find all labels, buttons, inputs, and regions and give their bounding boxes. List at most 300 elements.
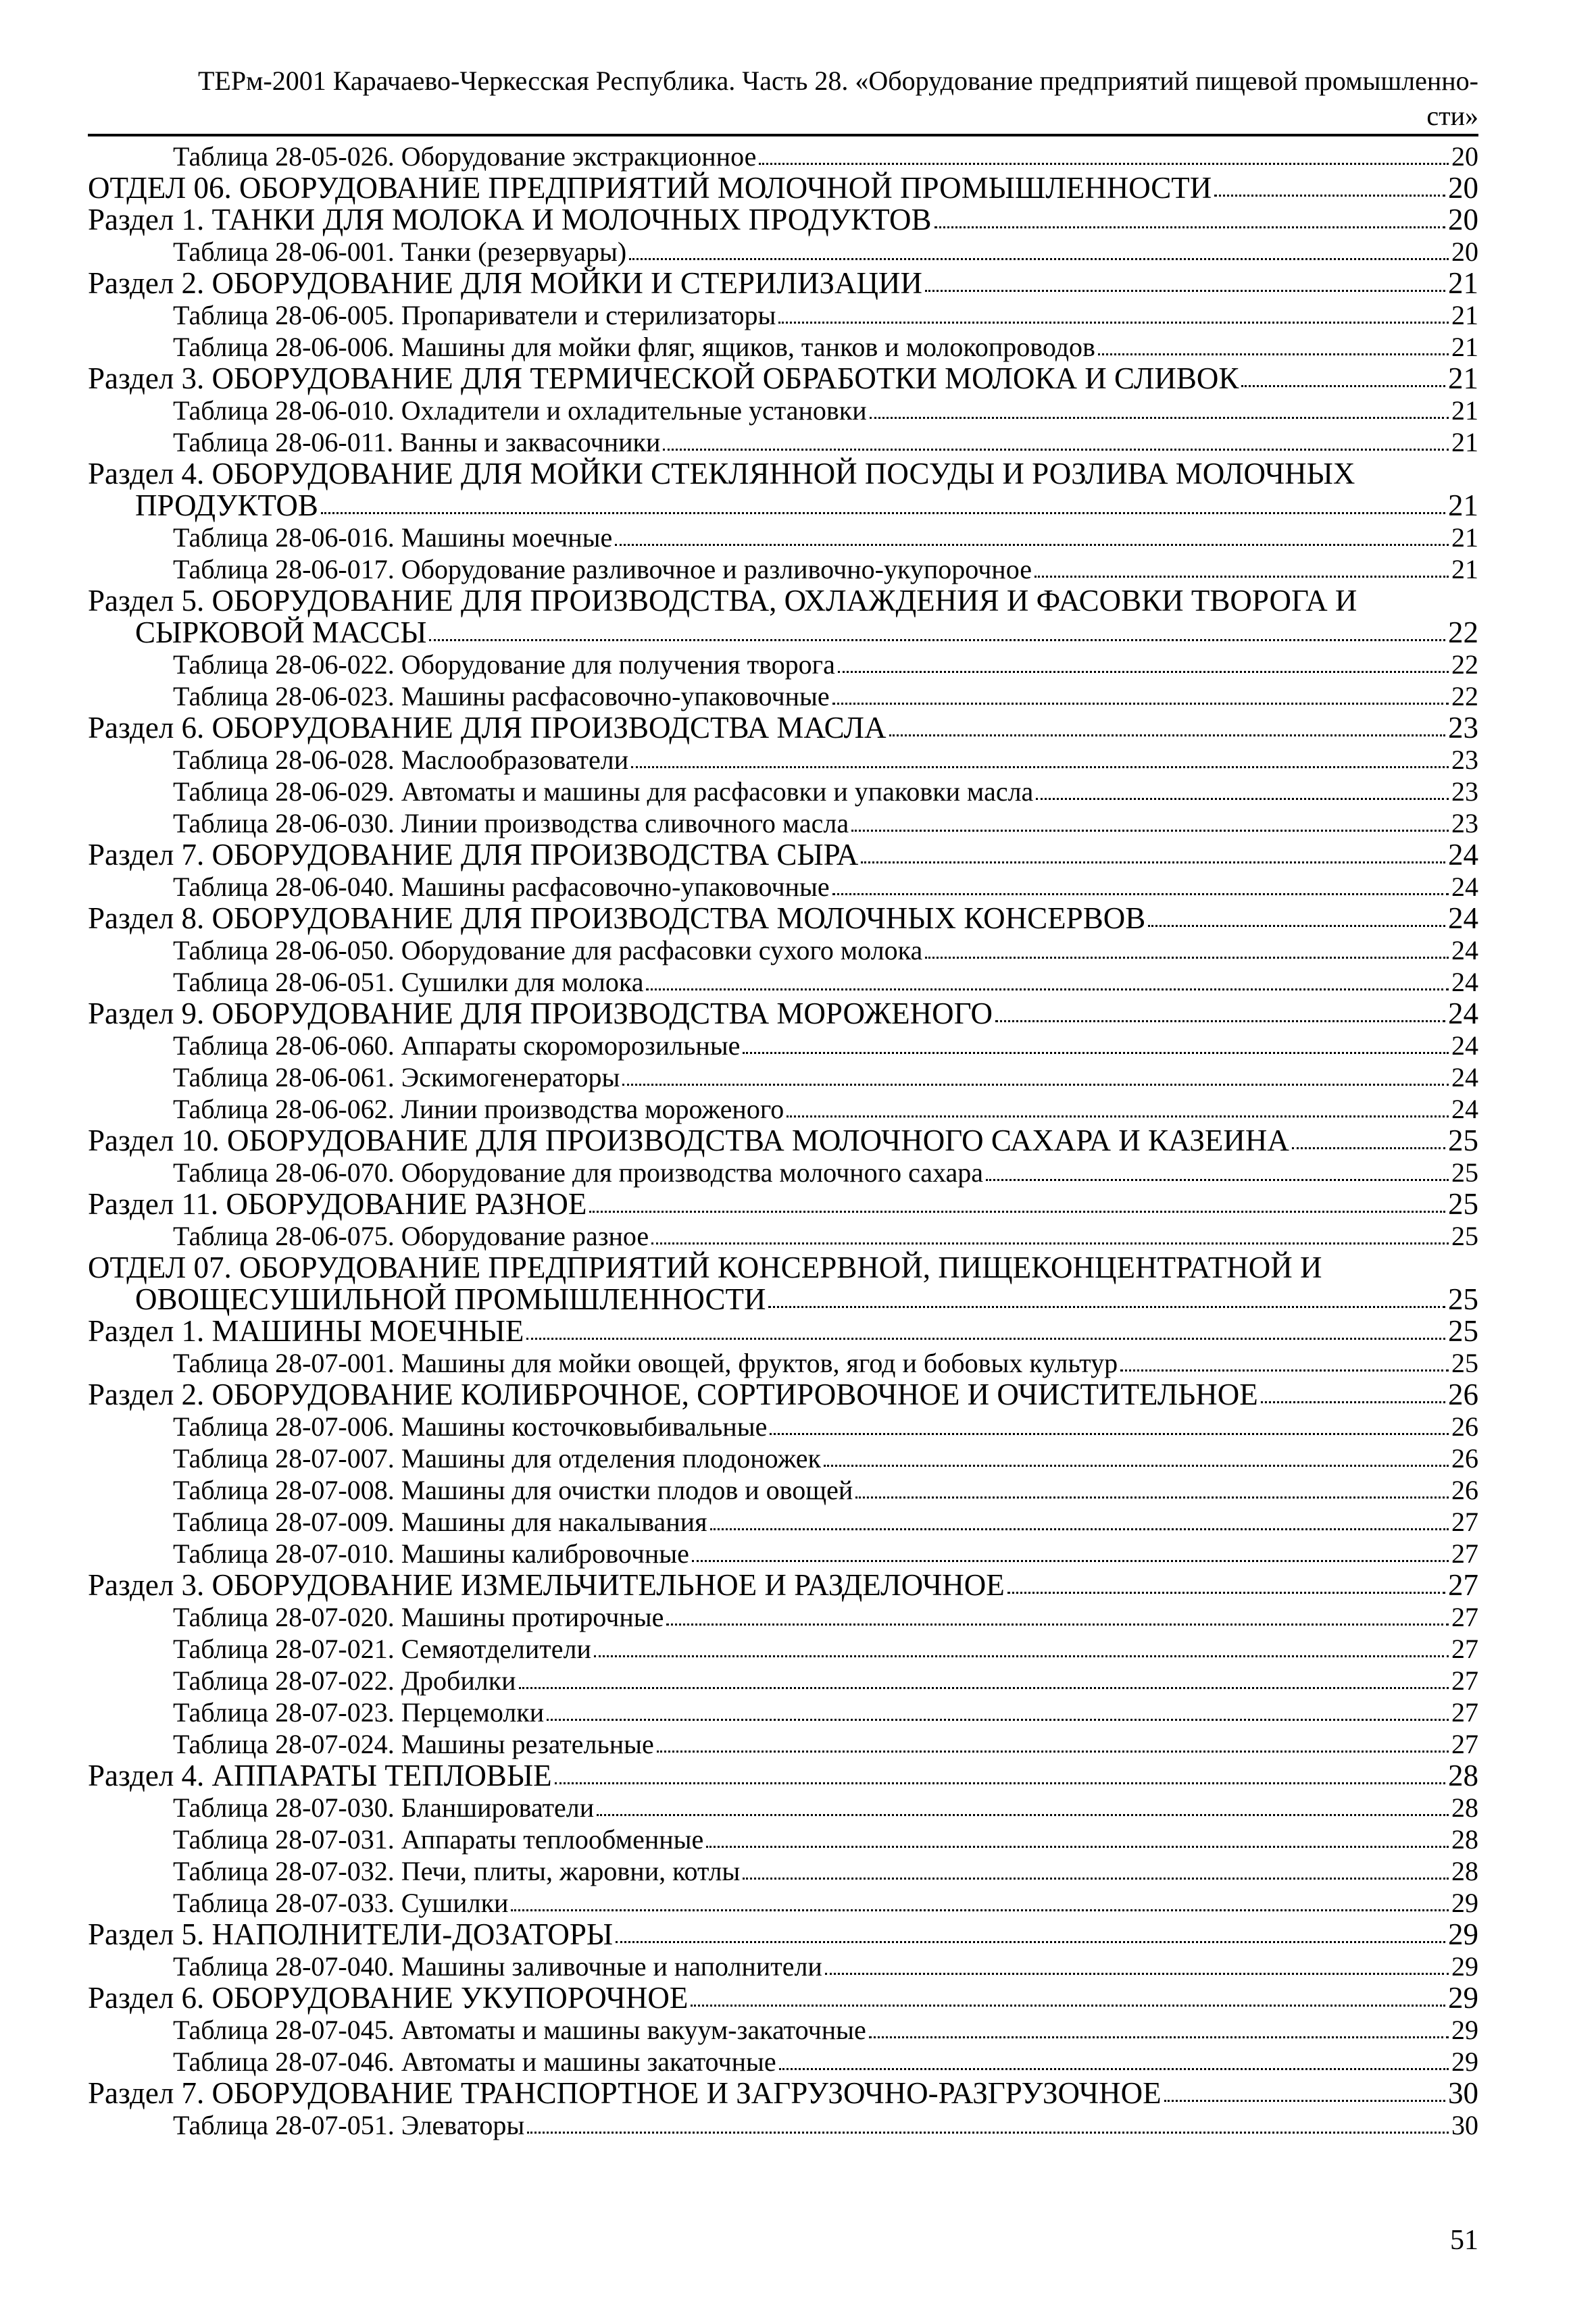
dot-leader <box>1036 798 1449 800</box>
toc-entry-page: 27 <box>1451 1538 1478 1569</box>
toc-entry-page: 21 <box>1451 332 1478 362</box>
toc-entry-page: 20 <box>1451 236 1478 267</box>
dot-leader <box>779 2068 1449 2070</box>
toc-table-entry <box>88 1061 1478 1093</box>
toc-table-entry <box>88 2014 1478 2046</box>
toc-entry-title: Таблица 28-07-009. Машины для накалывания <box>173 1507 707 1537</box>
toc-section-entry <box>88 1379 1478 1411</box>
running-header <box>88 64 1478 136</box>
toc-entry-row <box>88 172 1478 204</box>
toc-entry-row <box>173 2014 1478 2046</box>
toc-entry-page: 23 <box>1451 745 1478 775</box>
dot-leader <box>1241 385 1445 387</box>
dot-leader <box>832 703 1449 705</box>
dot-leader <box>925 957 1449 959</box>
toc-entry-row <box>173 1823 1478 1855</box>
toc-entry-title: Таблица 28-06-023. Машины расфасовочно-упаковочные <box>173 681 830 711</box>
toc-entry-page: 21 <box>1451 554 1478 584</box>
toc-entry-row <box>173 1601 1478 1633</box>
toc-entry-title: ОТДЕЛ 06. ОБОРУДОВАНИЕ ПРЕДПРИЯТИЙ МОЛОЧНОЙ ПРОМЫШЛЕННОСТИ <box>88 171 1212 205</box>
toc-entry-page: 22 <box>1448 615 1478 649</box>
toc-entry-title: Таблица 28-06-070. Оборудование для производства молочного сахара <box>173 1157 984 1188</box>
toc-entry-title: Таблица 28-07-031. Аппараты теплообменные <box>173 1824 704 1855</box>
toc-section-entry <box>88 172 1478 204</box>
toc-table-entry <box>88 331 1478 363</box>
toc-entry-page: 26 <box>1448 1378 1478 1411</box>
toc-entry-page: 24 <box>1451 1094 1478 1124</box>
toc-table-entry <box>88 1030 1478 1061</box>
toc-entry-page: 25 <box>1448 1124 1478 1157</box>
toc-entry-row <box>88 903 1478 934</box>
dot-leader <box>646 988 1449 990</box>
toc-entry-page: 25 <box>1448 1282 1478 1316</box>
dot-leader <box>770 1433 1449 1435</box>
dot-leader <box>1098 353 1449 355</box>
dot-leader <box>1007 1592 1445 1594</box>
toc-entry-title: Раздел 11. ОБОРУДОВАНИЕ РАЗНОЕ <box>88 1187 587 1221</box>
toc-table-entry <box>88 1442 1478 1474</box>
toc-table-entry <box>88 141 1478 172</box>
dot-leader <box>527 2132 1449 2134</box>
toc-section-entry <box>88 458 1478 522</box>
dot-leader <box>597 1814 1449 1816</box>
toc-entry-page: 28 <box>1448 1759 1478 1792</box>
toc-section-entry <box>88 363 1478 395</box>
toc-section-entry <box>88 998 1478 1030</box>
toc-entry-row <box>173 1030 1478 1061</box>
toc-entry-row <box>173 1665 1478 1696</box>
toc-entry-page: 21 <box>1448 488 1478 522</box>
toc-entry-page: 27 <box>1451 1697 1478 1728</box>
toc-entry-page: 27 <box>1451 1729 1478 1759</box>
toc-entry-title: Таблица 28-06-029. Автоматы и машины для расфасовки и упаковки масла <box>173 776 1034 807</box>
toc-table-entry <box>88 1633 1478 1665</box>
toc-entry-title: Таблица 28-06-060. Аппараты скороморозильные <box>173 1030 741 1061</box>
toc-table-entry <box>88 1411 1478 1442</box>
toc-entry-row <box>88 363 1478 395</box>
toc-entry-page: 26 <box>1451 1411 1478 1442</box>
toc-entry-row <box>173 1633 1478 1665</box>
toc-table-entry <box>88 1220 1478 1252</box>
toc-entry-row <box>173 776 1478 807</box>
dot-leader <box>666 1624 1449 1626</box>
toc-entry-row <box>88 1982 1478 2014</box>
toc-section-entry <box>88 2078 1478 2109</box>
toc-entry-row <box>173 1411 1478 1442</box>
toc-table-entry <box>88 1665 1478 1696</box>
table-of-contents <box>88 141 1478 2141</box>
toc-table-entry <box>88 966 1478 998</box>
toc-table-entry <box>88 1951 1478 1982</box>
toc-table-entry <box>88 522 1478 553</box>
toc-entry-row <box>88 998 1478 1030</box>
toc-entry-page: 25 <box>1451 1348 1478 1378</box>
dot-leader <box>692 1560 1449 1562</box>
toc-table-entry <box>88 1538 1478 1569</box>
toc-section-entry <box>88 268 1478 299</box>
dot-leader <box>832 893 1449 895</box>
toc-entry-page: 20 <box>1448 171 1478 205</box>
toc-table-entry <box>88 299 1478 331</box>
toc-entry-title: Таблица 28-06-050. Оборудование для расфасовки сухого молока <box>173 935 923 965</box>
toc-entry-row <box>88 1379 1478 1411</box>
dot-leader <box>855 1496 1449 1499</box>
dot-leader <box>710 1528 1449 1530</box>
toc-entry-title: Таблица 28-07-033. Сушилки <box>173 1888 509 1918</box>
toc-entry-page: 21 <box>1448 361 1478 395</box>
toc-entry-page: 29 <box>1451 2015 1478 2045</box>
page-number: 51 <box>1450 2225 1478 2256</box>
dot-leader <box>651 1242 1449 1244</box>
toc-entry-row <box>173 649 1478 680</box>
toc-entry-page: 21 <box>1451 522 1478 553</box>
toc-table-entry <box>88 553 1478 585</box>
toc-entry-title: Таблица 28-05-026. Оборудование экстракционное <box>173 141 757 172</box>
toc-entry-title: Раздел 10. ОБОРУДОВАНИЕ ДЛЯ ПРОИЗВОДСТВА МОЛОЧНОГО САХАРА И КАЗЕИНА <box>88 1124 1289 1157</box>
toc-table-entry <box>88 1792 1478 1823</box>
dot-leader <box>759 163 1449 165</box>
dot-leader <box>615 544 1449 546</box>
toc-entry-page: 25 <box>1448 1314 1478 1348</box>
toc-entry-row <box>88 712 1478 744</box>
toc-entry-page: 29 <box>1448 1917 1478 1951</box>
toc-entry-page: 25 <box>1451 1221 1478 1251</box>
toc-entry-row <box>88 1284 1478 1315</box>
dot-leader <box>547 1719 1449 1721</box>
toc-section-entry <box>88 585 1478 649</box>
toc-entry-title: Таблица 28-07-046. Автоматы и машины закаточные <box>173 2046 776 2077</box>
toc-entry-title: Таблица 28-07-032. Печи, плиты, жаровни, котлы <box>173 1856 741 1886</box>
dot-leader <box>657 1751 1449 1753</box>
toc-entry-page: 27 <box>1451 1507 1478 1537</box>
toc-entry-page: 21 <box>1451 300 1478 330</box>
toc-entry-title: Раздел 5. НАПОЛНИТЕЛИ-ДОЗАТОРЫ <box>88 1917 614 1951</box>
toc-section-entry <box>88 1919 1478 1951</box>
dot-leader <box>925 290 1445 292</box>
toc-table-entry <box>88 871 1478 903</box>
toc-entry-title: Таблица 28-07-030. Бланширователи <box>173 1792 595 1823</box>
dot-leader <box>824 1465 1449 1467</box>
dot-leader <box>861 861 1445 863</box>
toc-section-entry <box>88 1760 1478 1792</box>
toc-entry-title: Таблица 28-06-051. Сушилки для молока <box>173 967 644 997</box>
toc-entry-title: Раздел 2. ОБОРУДОВАНИЕ КОЛИБРОЧНОЕ, СОРТИРОВОЧНОЕ И ОЧИСТИТЕЛЬНОЕ <box>88 1378 1258 1411</box>
toc-entry-row <box>173 1792 1478 1823</box>
dot-leader <box>889 734 1445 736</box>
toc-table-entry <box>88 395 1478 426</box>
toc-entry-page: 24 <box>1448 838 1478 872</box>
toc-entry-row <box>88 617 1478 649</box>
dot-leader <box>778 322 1449 324</box>
toc-entry-row <box>88 1315 1478 1347</box>
toc-entry-row <box>88 1125 1478 1157</box>
toc-entry-title: ПРОДУКТОВ <box>135 488 318 522</box>
toc-table-entry <box>88 680 1478 712</box>
dot-leader <box>511 1909 1449 1911</box>
toc-entry-title: Раздел 6. ОБОРУДОВАНИЕ ДЛЯ ПРОИЗВОДСТВА МАСЛА <box>88 711 887 745</box>
dot-leader <box>429 639 1445 641</box>
toc-entry-row <box>88 839 1478 871</box>
toc-entry-page: 24 <box>1448 901 1478 935</box>
toc-entry-row <box>173 807 1478 839</box>
toc-entry-page: 26 <box>1451 1475 1478 1505</box>
header-line-2: сти» <box>1426 101 1478 131</box>
toc-table-entry <box>88 649 1478 680</box>
toc-entry-title: Таблица 28-06-075. Оборудование разное <box>173 1221 649 1251</box>
toc-entry-row <box>173 1474 1478 1506</box>
toc-table-entry <box>88 1728 1478 1760</box>
dot-leader <box>526 1338 1445 1340</box>
toc-entry-row <box>173 1157 1478 1188</box>
toc-entry-page: 21 <box>1448 266 1478 300</box>
toc-entry-title: Таблица 28-07-001. Машины для мойки овощей, фруктов, ягод и бобовых культур <box>173 1348 1118 1378</box>
dot-leader <box>934 226 1445 228</box>
toc-entry-row <box>173 871 1478 903</box>
toc-entry-title: Таблица 28-07-051. Элеваторы <box>173 2110 525 2140</box>
toc-entry-title: Раздел 1. МАШИНЫ МОЕЧНЫЕ <box>88 1314 524 1348</box>
toc-entry-page: 24 <box>1448 997 1478 1030</box>
dot-leader <box>1120 1369 1449 1372</box>
toc-entry-title: Таблица 28-06-040. Машины расфасовочно-упаковочные <box>173 872 830 902</box>
toc-entry-row <box>173 2046 1478 2078</box>
toc-table-entry <box>88 1855 1478 1887</box>
toc-entry-title: Таблица 28-06-011. Ванны и заквасочники <box>173 427 661 457</box>
toc-entry-page: 29 <box>1451 2046 1478 2077</box>
dot-leader <box>622 1084 1449 1086</box>
dot-leader <box>1164 2100 1445 2102</box>
toc-entry-row <box>173 1887 1478 1919</box>
toc-table-entry <box>88 1506 1478 1538</box>
toc-entry-title: Таблица 28-06-017. Оборудование разливочное и разливочно-укупорочное <box>173 554 1032 584</box>
toc-entry-title: Таблица 28-07-040. Машины заливочные и наполнители <box>173 1951 822 1982</box>
toc-table-entry <box>88 2046 1478 2078</box>
toc-table-entry <box>88 1474 1478 1506</box>
toc-entry-title: Таблица 28-07-022. Дробилки <box>173 1665 516 1696</box>
toc-entry-page: 26 <box>1451 1443 1478 1474</box>
toc-entry-row <box>173 744 1478 776</box>
toc-entry-page: 24 <box>1451 967 1478 997</box>
toc-entry-title: Раздел 3. ОБОРУДОВАНИЕ ИЗМЕЛЬЧИТЕЛЬНОЕ И РАЗДЕЛОЧНОЕ <box>88 1568 1005 1602</box>
dot-leader <box>616 1941 1445 1943</box>
toc-entry-title: Раздел 4. АППАРАТЫ ТЕПЛОВЫЕ <box>88 1759 552 1792</box>
toc-entry-row <box>173 426 1478 458</box>
toc-entry-title-line: ОТДЕЛ 07. ОБОРУДОВАНИЕ ПРЕДПРИЯТИЙ КОНСЕРВНОЙ, ПИЩЕКОНЦЕНТРАТНОЙ И <box>88 1251 1322 1284</box>
toc-entry-page: 23 <box>1448 711 1478 745</box>
toc-entry-page: 29 <box>1451 1951 1478 1982</box>
toc-table-entry <box>88 1696 1478 1728</box>
toc-entry-title: Раздел 7. ОБОРУДОВАНИЕ ДЛЯ ПРОИЗВОДСТВА СЫРА <box>88 838 859 872</box>
dot-leader <box>825 1973 1449 1975</box>
dot-leader <box>631 766 1449 768</box>
toc-entry-page: 24 <box>1451 1030 1478 1061</box>
toc-entry-title: Таблица 28-06-005. Пропариватели и стерилизаторы <box>173 300 776 330</box>
toc-table-entry <box>88 776 1478 807</box>
dot-leader <box>1214 195 1445 197</box>
dot-leader <box>321 512 1445 514</box>
dot-leader <box>1292 1147 1445 1149</box>
toc-entry-title: Раздел 3. ОБОРУДОВАНИЕ ДЛЯ ТЕРМИЧЕСКОЙ ОБРАБОТКИ МОЛОКА И СЛИВОК <box>88 361 1239 395</box>
toc-entry-row <box>173 1538 1478 1569</box>
toc-table-entry <box>88 744 1478 776</box>
toc-entry-title: СЫРКОВОЙ МАССЫ <box>135 615 427 649</box>
toc-entry-row <box>173 1347 1478 1379</box>
dot-leader <box>986 1179 1449 1181</box>
toc-entry-page: 23 <box>1451 808 1478 838</box>
toc-entry-title: Таблица 28-06-062. Линии производства мороженого <box>173 1094 784 1124</box>
toc-table-entry <box>88 1823 1478 1855</box>
dot-leader <box>995 1020 1445 1022</box>
toc-entry-page: 24 <box>1451 935 1478 965</box>
toc-entry-title: Таблица 28-07-010. Машины калибровочные <box>173 1538 689 1569</box>
toc-entry-title: Раздел 6. ОБОРУДОВАНИЕ УКУПОРОЧНОЕ <box>88 1981 689 2015</box>
toc-entry-page: 24 <box>1451 872 1478 902</box>
dot-leader <box>1034 576 1449 578</box>
toc-section-entry <box>88 839 1478 871</box>
toc-entry-row <box>88 1188 1478 1220</box>
dot-leader <box>589 1211 1445 1213</box>
toc-table-entry <box>88 934 1478 966</box>
toc-entry-row <box>173 331 1478 363</box>
toc-entry-title: Таблица 28-06-010. Охладители и охладительные установки <box>173 395 867 426</box>
dot-leader <box>869 2036 1449 2038</box>
toc-entry-page: 29 <box>1448 1981 1478 2015</box>
toc-entry-title: Таблица 28-07-021. Семяотделители <box>173 1634 591 1664</box>
toc-entry-page: 27 <box>1448 1568 1478 1602</box>
toc-entry-title: Таблица 28-06-028. Маслообразователи <box>173 745 629 775</box>
toc-table-entry <box>88 1347 1478 1379</box>
toc-entry-page: 25 <box>1448 1187 1478 1221</box>
toc-entry-row <box>173 553 1478 585</box>
toc-entry-page: 20 <box>1448 203 1478 236</box>
toc-entry-title: Таблица 28-06-016. Машины моечные <box>173 522 613 553</box>
toc-section-entry <box>88 1569 1478 1601</box>
toc-entry-row <box>173 1855 1478 1887</box>
toc-entry-title: Таблица 28-06-061. Эскимогенераторы <box>173 1062 620 1092</box>
dot-leader <box>519 1687 1449 1689</box>
toc-table-entry <box>88 807 1478 839</box>
toc-entry-row <box>173 934 1478 966</box>
toc-entry-title: Таблица 28-07-006. Машины косточковыбивальные <box>173 1411 768 1442</box>
toc-entry-page: 20 <box>1451 141 1478 172</box>
toc-table-entry <box>88 1601 1478 1633</box>
toc-section-entry <box>88 903 1478 934</box>
toc-entry-row <box>173 1728 1478 1760</box>
toc-entry-row <box>173 522 1478 553</box>
toc-entry-title: Таблица 28-07-020. Машины протирочные <box>173 1602 664 1632</box>
toc-section-entry <box>88 1188 1478 1220</box>
toc-entry-page: 21 <box>1451 427 1478 457</box>
toc-table-entry <box>88 1157 1478 1188</box>
dot-leader <box>743 1052 1449 1054</box>
toc-entry-page: 28 <box>1451 1792 1478 1823</box>
toc-entry-title: Раздел 7. ОБОРУДОВАНИЕ ТРАНСПОРТНОЕ И ЗАГРУЗОЧНО-РАЗГРУЗОЧНОЕ <box>88 2076 1162 2110</box>
toc-section-entry <box>88 1315 1478 1347</box>
dot-leader <box>706 1846 1449 1848</box>
toc-entry-title: Таблица 28-07-023. Перцемолки <box>173 1697 545 1728</box>
toc-entry-row <box>88 1569 1478 1601</box>
toc-table-entry <box>88 1887 1478 1919</box>
toc-entry-page: 27 <box>1451 1634 1478 1664</box>
toc-entry-page: 22 <box>1451 681 1478 711</box>
toc-entry-row <box>173 1093 1478 1125</box>
toc-entry-row <box>173 966 1478 998</box>
toc-entry-page: 25 <box>1451 1157 1478 1188</box>
toc-section-entry <box>88 1982 1478 2014</box>
toc-section-entry <box>88 204 1478 236</box>
toc-entry-title-line: Раздел 5. ОБОРУДОВАНИЕ ДЛЯ ПРОИЗВОДСТВА, ОХЛАЖДЕНИЯ И ФАСОВКИ ТВОРОГА И <box>88 584 1357 618</box>
toc-entry-page: 29 <box>1451 1888 1478 1918</box>
toc-entry-row <box>173 1442 1478 1474</box>
toc-entry-row <box>173 1061 1478 1093</box>
toc-entry-row <box>88 204 1478 236</box>
dot-leader <box>870 417 1449 419</box>
toc-entry-row <box>173 2109 1478 2141</box>
toc-entry-row <box>173 299 1478 331</box>
toc-table-entry <box>88 236 1478 268</box>
toc-entry-row <box>173 141 1478 172</box>
toc-entry-title: Таблица 28-06-006. Машины для мойки фляг, ящиков, танков и молокопроводов <box>173 332 1095 362</box>
toc-entry-row <box>173 1506 1478 1538</box>
toc-entry-title: Раздел 8. ОБОРУДОВАНИЕ ДЛЯ ПРОИЗВОДСТВА МОЛОЧНЫХ КОНСЕРВОВ <box>88 901 1146 935</box>
toc-entry-title: ОВОЩЕСУШИЛЬНОЙ ПРОМЫШЛЕННОСТИ <box>135 1282 766 1316</box>
toc-entry-page: 28 <box>1451 1856 1478 1886</box>
toc-entry-row <box>173 1696 1478 1728</box>
toc-entry-title: Раздел 9. ОБОРУДОВАНИЕ ДЛЯ ПРОИЗВОДСТВА МОРОЖЕНОГО <box>88 997 993 1030</box>
dot-leader <box>555 1782 1445 1784</box>
dot-leader <box>663 449 1449 451</box>
toc-entry-page: 21 <box>1451 395 1478 426</box>
dot-leader <box>1261 1401 1445 1403</box>
dot-leader <box>1148 925 1445 927</box>
toc-entry-row <box>88 2078 1478 2109</box>
header-line-1: ТЕРм-2001 Карачаево-Черкесская Республика. Часть 28. «Оборудование предприятий пищевой промышленно- <box>198 66 1478 96</box>
toc-entry-title: Раздел 1. ТАНКИ ДЛЯ МОЛОКА И МОЛОЧНЫХ ПРОДУКТОВ <box>88 203 932 236</box>
toc-entry-row <box>88 490 1478 522</box>
toc-entry-row <box>88 268 1478 299</box>
toc-entry-page: 27 <box>1451 1602 1478 1632</box>
toc-entry-title: Таблица 28-07-007. Машины для отделения плодоножек <box>173 1443 821 1474</box>
toc-table-entry <box>88 2109 1478 2141</box>
dot-leader <box>851 830 1449 832</box>
toc-entry-title: Таблица 28-07-045. Автоматы и машины вакуум-закаточные <box>173 2015 866 2045</box>
toc-entry-page: 30 <box>1448 2076 1478 2110</box>
dot-leader <box>691 2005 1445 2007</box>
toc-entry-page: 24 <box>1451 1062 1478 1092</box>
toc-entry-title: Таблица 28-06-022. Оборудование для получения творога <box>173 649 835 680</box>
toc-entry-title: Таблица 28-07-024. Машины резательные <box>173 1729 654 1759</box>
toc-section-entry <box>88 1252 1478 1315</box>
toc-entry-title: Таблица 28-06-030. Линии производства сливочного масла <box>173 808 849 838</box>
dot-leader <box>838 671 1449 673</box>
dot-leader <box>629 258 1449 260</box>
toc-entry-page: 28 <box>1451 1824 1478 1855</box>
toc-entry-page: 30 <box>1451 2110 1478 2140</box>
toc-table-entry <box>88 1093 1478 1125</box>
dot-leader <box>594 1655 1449 1657</box>
toc-entry-row <box>173 236 1478 268</box>
toc-section-entry <box>88 712 1478 744</box>
toc-entry-row <box>88 1919 1478 1951</box>
toc-entry-title: Раздел 2. ОБОРУДОВАНИЕ ДЛЯ МОЙКИ И СТЕРИЛИЗАЦИИ <box>88 266 922 300</box>
toc-entry-title: Таблица 28-07-008. Машины для очистки плодов и овощей <box>173 1475 853 1505</box>
toc-table-entry <box>88 426 1478 458</box>
toc-entry-row <box>173 680 1478 712</box>
toc-entry-title-line: Раздел 4. ОБОРУДОВАНИЕ ДЛЯ МОЙКИ СТЕКЛЯННОЙ ПОСУДЫ И РОЗЛИВА МОЛОЧНЫХ <box>88 457 1355 491</box>
toc-entry-row <box>88 1760 1478 1792</box>
toc-entry-page: 22 <box>1451 649 1478 680</box>
toc-entry-row <box>173 395 1478 426</box>
toc-entry-row <box>173 1220 1478 1252</box>
